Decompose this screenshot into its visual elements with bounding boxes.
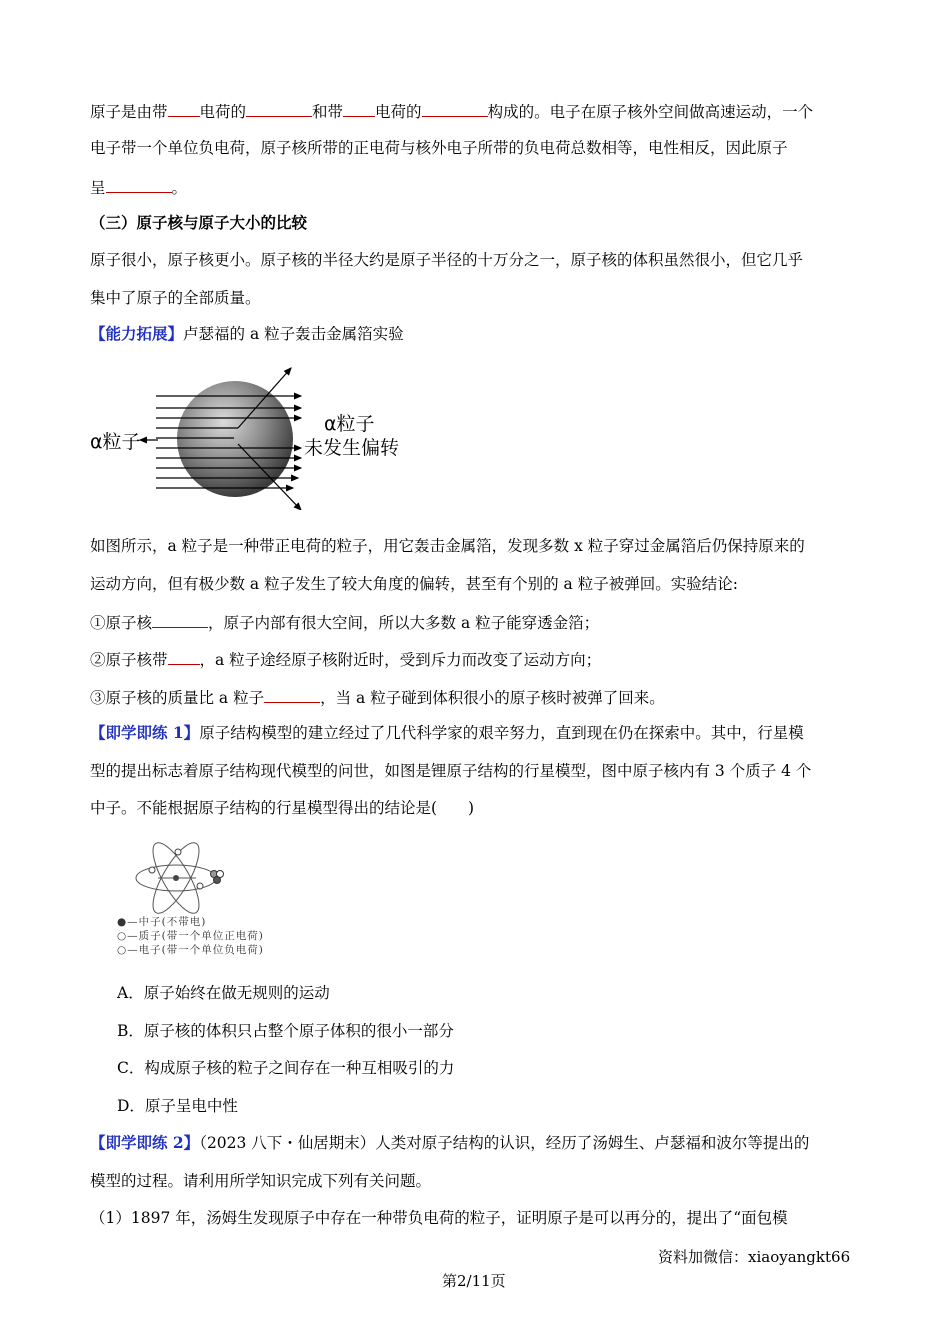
- paragraph-1-line-1: [90, 100, 813, 122]
- conclusion-1: [90, 611, 599, 633]
- option-c: C．构成原子核的粒子之间存在一种互相吸引的力: [117, 1059, 455, 1077]
- legend-electron: ○—电子(带一个单位负电荷): [117, 944, 264, 956]
- fill-blank: [264, 686, 320, 703]
- text: ，a 粒子途经原子核附近时，受到斥力而改变了运动方向；: [199, 651, 602, 669]
- section-heading: （三）原子核与原子大小的比较: [90, 213, 308, 232]
- section-3-line-1: 原子很小，原子核更小。原子核的半径大约是原子半径的十万分之一，原子核的体积虽然很小，但它几乎: [90, 251, 804, 269]
- text: ，原子内部有很大空间，所以大多数 a 粒子能穿透金箔；: [208, 614, 600, 632]
- fill-blank: [168, 100, 200, 117]
- practice-2-line-1: [90, 1133, 809, 1153]
- fill-blank: [246, 100, 312, 117]
- practice-1-tag: 【即学即练 1】: [90, 723, 200, 742]
- fill-blank: [152, 611, 208, 628]
- text: 构成的。电子在原子核外空间做高速运动，一个: [487, 103, 814, 121]
- text: 呈: [90, 179, 106, 197]
- practice-1-line-1: [90, 723, 804, 743]
- alpha-particle-label-left: α粒子: [90, 431, 141, 453]
- page-number: 第2/11页: [442, 1272, 506, 1290]
- lithium-atom-model: [130, 840, 230, 918]
- paragraph-1-line-3: [90, 176, 187, 198]
- fill-blank: [168, 648, 200, 665]
- text: 电荷的: [199, 103, 247, 121]
- text: 原子是由带: [90, 103, 168, 121]
- paragraph-1-line-2: 电子带一个单位负电荷，原子核所带的正电荷与核外电子所带的负电荷总数相等，电性相反，因此原子: [90, 139, 788, 157]
- practice-1-line-3: 中子。不能根据原子结构的行星模型得出的结论是( ): [90, 799, 475, 817]
- text: ①原子核: [90, 614, 153, 632]
- wechat-note: 资料加微信：xiaoyangkt66: [658, 1248, 851, 1266]
- fill-blank: [343, 100, 375, 117]
- option-b: B．原子核的体积只占整个原子体积的很小一部分: [117, 1022, 454, 1040]
- option-a: A．原子始终在做无规则的运动: [117, 984, 330, 1002]
- text: 电荷的: [375, 103, 422, 121]
- text: ，当 a 粒子碰到体积很小的原子核时被弹了回来。: [320, 689, 665, 707]
- practice-1-line-2: 型的提出标志着原子结构现代模型的问世，如图是锂原子结构的行星模型，图中原子核内有 3 个质子 4 个: [90, 762, 812, 780]
- experiment-line-1: 如图所示，a 粒子是一种带正电荷的粒子，用它轰击金属箔，发现多数 x 粒子穿过金属箔后仍保持原来的: [90, 537, 805, 555]
- section-3-line-2: 集中了原子的全部质量。: [90, 289, 261, 307]
- text: 卢瑟福的 a 粒子轰击金属箔实验: [183, 325, 404, 343]
- fill-blank: [422, 100, 488, 117]
- expansion-title: [90, 324, 404, 344]
- text: 原子结构模型的建立经过了几代科学家的艰辛努力，直到现在仍在探索中。其中，行星模: [199, 724, 804, 742]
- expansion-tag: 【能力拓展】: [90, 324, 184, 343]
- text: （2023 八下・仙居期末）人类对原子结构的认识，经历了汤姆生、卢瑟福和波尔等提出的: [199, 1134, 810, 1152]
- text: 和带: [312, 103, 344, 121]
- text: ②原子核带: [90, 651, 168, 669]
- rutherford-figure: [88, 360, 408, 510]
- undeflected-label: 未发生偏转: [304, 437, 400, 459]
- legend-neutron: ●—中子(不带电): [117, 916, 207, 928]
- practice-2-tag: 【即学即练 2】: [90, 1133, 200, 1152]
- practice-2-line-2: 模型的过程。请利用所学知识完成下列有关问题。: [90, 1172, 432, 1190]
- option-d: D．原子呈电中性: [117, 1097, 238, 1115]
- conclusion-3: [90, 686, 665, 708]
- conclusion-2: [90, 648, 601, 670]
- text: ③原子核的质量比 a 粒子: [90, 689, 265, 707]
- fill-blank: [106, 176, 172, 193]
- gold-atom-sphere: [177, 381, 293, 497]
- experiment-line-2: 运动方向，但有极少数 a 粒子发生了较大角度的偏转，甚至有个别的 a 粒子被弹回。实验结论:: [90, 575, 738, 593]
- legend-proton: ○—质子(带一个单位正电荷): [117, 930, 264, 942]
- alpha-particle-label-right: α粒子: [324, 413, 375, 435]
- practice-2-line-3: （1）1897 年，汤姆生发现原子中存在一种带负电荷的粒子，证明原子是可以再分的，提出了“面包模: [90, 1209, 788, 1227]
- text: 。: [171, 179, 188, 197]
